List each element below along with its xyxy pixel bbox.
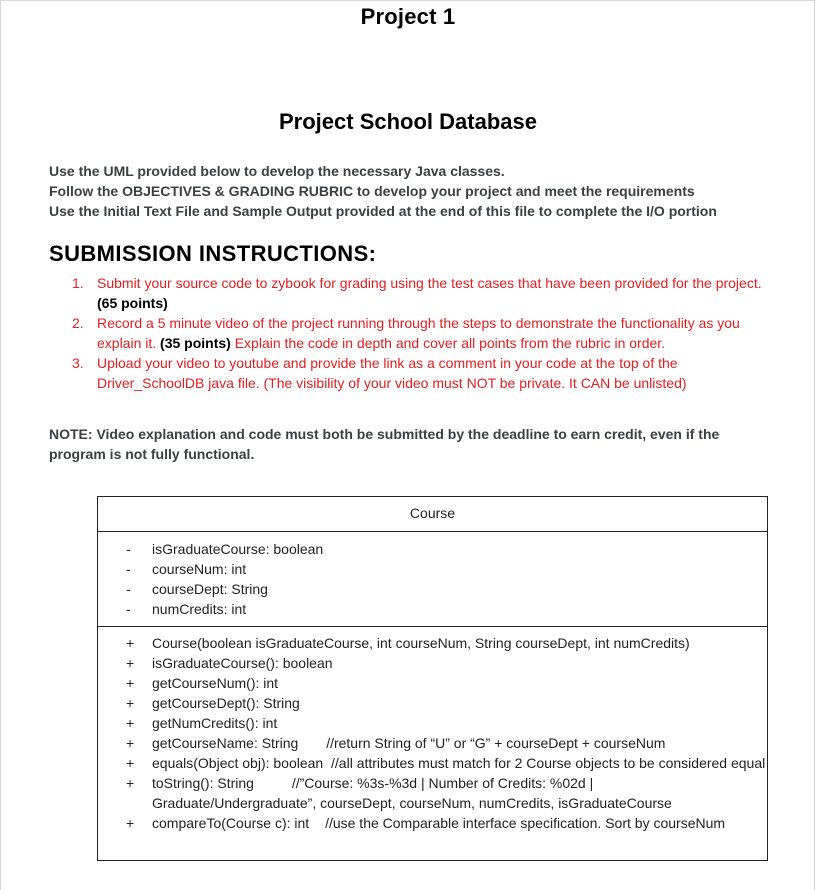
intro-line: Use the UML provided below to develop the necessary Java classes.: [49, 163, 505, 179]
visibility-public: +: [126, 675, 135, 691]
submission-steps: [49, 273, 769, 393]
uml-method: [98, 653, 767, 673]
visibility-public: +: [126, 655, 135, 671]
intro-line: Use the Initial Text File and Sample Output provided at the end of this file to complete the I/O portion: [49, 203, 717, 219]
step-text-after: Explain the code in depth and cover all points from the rubric in order.: [234, 335, 666, 351]
visibility-public: +: [126, 735, 135, 751]
method-text: getNumCredits(): int: [152, 715, 278, 731]
note-text: NOTE: Video explanation and code must both be submitted by the deadline to earn credit, even if the program is not fully functional.: [49, 426, 720, 462]
visibility-public: +: [126, 635, 135, 651]
step-text: Submit your source code to zybook for grading using the test cases that have been provided for the project.: [97, 275, 762, 291]
intro-text: [49, 161, 789, 221]
visibility-public: +: [126, 695, 135, 711]
uml-class-name: Course: [98, 497, 767, 532]
method-text: compareTo(Course c): int: [152, 815, 310, 831]
method-text: Course(boolean isGraduateCourse, int courseNum, String courseDept, int numCredits): [152, 635, 690, 651]
uml-attribute: [98, 579, 767, 599]
step-number: 1.: [72, 275, 84, 291]
method-comment: //use the Comparable interface specification. Sort by courseNum: [325, 815, 726, 831]
uml-attribute: [98, 599, 767, 619]
visibility-public: +: [126, 815, 135, 831]
uml-method: [98, 753, 767, 773]
uml-method: [98, 713, 767, 733]
uml-method: [98, 773, 767, 793]
step-item: [49, 313, 769, 353]
step-text: Record a 5 minute video of the project running through the steps to demonstrate the functionality as you explain it.: [97, 315, 740, 351]
method-comment: //”Course: %3s-%3d | Number of Credits: %02d |: [291, 775, 594, 791]
method-text: isGraduateCourse(): boolean: [152, 655, 333, 671]
attribute-text: courseNum: int: [152, 561, 247, 577]
attribute-text: isGraduateCourse: boolean: [152, 541, 324, 557]
visibility-public: +: [126, 775, 135, 791]
step-points: (35 points): [160, 335, 231, 351]
step-item: [49, 273, 769, 313]
visibility-private: -: [126, 561, 131, 577]
method-comment: //return String of “U” or “G” + courseDept + courseNum: [326, 735, 666, 751]
uml-attributes: [98, 532, 767, 627]
uml-attribute: [98, 559, 767, 579]
uml-methods: [98, 627, 767, 833]
uml-method: [98, 633, 767, 653]
method-text: toString(): String: [152, 775, 254, 791]
intro-line: Follow the OBJECTIVES & GRADING RUBRIC to develop your project and meet the requirements: [49, 183, 695, 199]
attribute-text: numCredits: int: [152, 601, 247, 617]
uml-class-diagram: [97, 496, 768, 861]
step-points: (65 points): [97, 295, 168, 311]
visibility-public: +: [126, 715, 135, 731]
page-border-top: [0, 0, 814, 1]
step-number: 3.: [72, 355, 84, 371]
attribute-text: courseDept: String: [152, 581, 268, 597]
page-heading: Project School Database: [279, 109, 537, 134]
uml-method: [98, 733, 767, 753]
method-text: getCourseName: String: [152, 735, 299, 751]
document-title: Project 1: [360, 4, 456, 29]
uml-method: [98, 673, 767, 693]
step-text: Upload your video to youtube and provide the link as a comment in your code at the top of the Driver_SchoolDB java file. (The visibility of your video must NOT be private. It CAN be unlisted): [97, 355, 687, 391]
step-item: [49, 353, 769, 393]
method-text: getCourseDept(): String: [152, 695, 300, 711]
step-number: 2.: [72, 315, 84, 331]
uml-method: [98, 693, 767, 713]
visibility-private: -: [126, 601, 131, 617]
method-text: equals(Object obj): boolean: [152, 755, 324, 771]
uml-attribute: [98, 539, 767, 559]
method-comment-continuation: Graduate/Undergraduate”, courseDept, courseNum, numCredits, isGraduateCourse: [152, 795, 672, 811]
submission-heading: SUBMISSION INSTRUCTIONS:: [49, 241, 377, 266]
visibility-public: +: [126, 755, 135, 771]
visibility-private: -: [126, 541, 131, 557]
method-comment: //all attributes must match for 2 Course objects to be considered equal: [331, 755, 766, 771]
uml-method: [98, 813, 767, 833]
uml-method-continuation: [98, 793, 767, 813]
method-text: getCourseNum(): int: [152, 675, 279, 691]
visibility-private: -: [126, 581, 131, 597]
